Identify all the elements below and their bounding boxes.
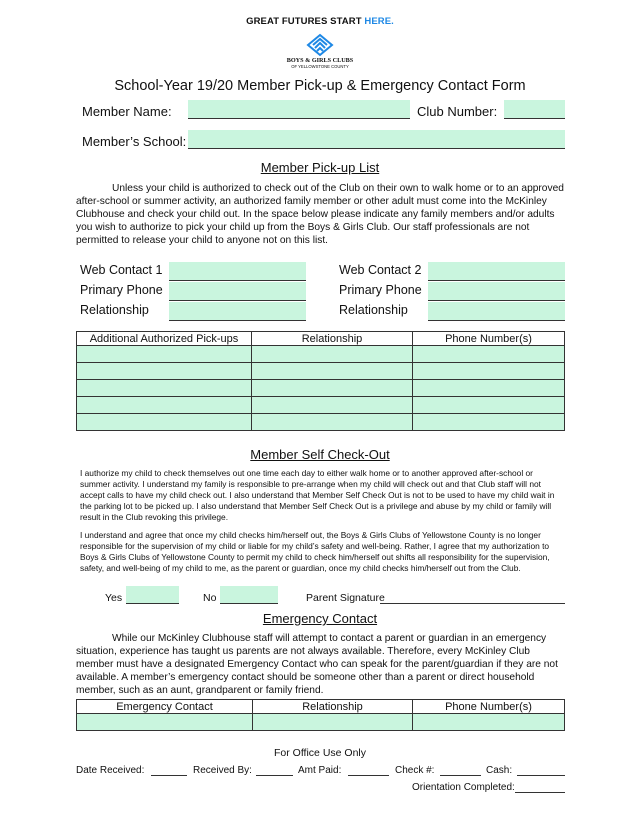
no-field[interactable] — [220, 586, 278, 604]
member-name-label: Member Name: — [82, 104, 172, 119]
table-row — [77, 363, 565, 380]
table-header: Additional Authorized Pick-ups — [77, 332, 252, 346]
office-use-heading: For Office Use Only — [274, 747, 366, 759]
table-cell[interactable] — [77, 714, 253, 731]
table-row — [77, 346, 565, 363]
relationship-1-field[interactable] — [169, 302, 306, 321]
brand-tagline: GREAT FUTURES START HERE. — [246, 16, 394, 27]
table-cell[interactable] — [252, 380, 413, 397]
cash-field[interactable] — [517, 763, 565, 776]
table-cell[interactable] — [77, 363, 252, 380]
emergency-heading: Emergency Contact — [262, 611, 378, 626]
primary-phone-1-label: Primary Phone — [80, 283, 163, 297]
table-row — [77, 714, 565, 731]
selfcheck-paragraph-2: I understand and agree that once my child checks him/herself out, the Boys & Girls Clubs of Yellowstone County is no longer responsible for the supervision of my child or liable for my child’s safety and well-being. Rather, I agree that my authorization to Boys & Girls Clubs of Yellowstone County to permit my child to check him/herself out shifts all responsibility for the supervision, safety, and well-being of my child to me, as the parent or guardian, once my child checks him/herself out from the Club. — [80, 530, 550, 573]
table-header-row — [77, 332, 565, 346]
table-cell[interactable] — [77, 346, 252, 363]
table-cell[interactable] — [252, 414, 413, 431]
selfcheck-paragraph-1: I authorize my child to check themselves out one time each day to either walk home or to another approved after-school or summer activity. I understand my family is responsible to pre-arrange when my child will check out and that Club staff will not accept calls to have my child check out. I also understand that Member Self Check Out is not to be used to have my child wait in the parking lot to be picked up. I also understand that Member Self Check Out is a privilege and abuse by my child or family will result in the Club revoking this privilege. — [80, 468, 555, 522]
date-received-label: Date Received: — [76, 765, 145, 776]
amt-paid-label: Amt Paid: — [298, 765, 342, 776]
club-number-label: Club Number: — [417, 104, 498, 119]
received-by-label: Received By: — [193, 765, 252, 776]
table-cell[interactable] — [77, 380, 252, 397]
table-header: Emergency Contact — [77, 700, 253, 714]
table-header: Relationship — [253, 700, 413, 714]
table-cell[interactable] — [77, 397, 252, 414]
table-row — [77, 414, 565, 431]
table-cell[interactable] — [413, 363, 565, 380]
table-header: Relationship — [252, 332, 413, 346]
member-school-field[interactable] — [188, 130, 565, 149]
check-number-field[interactable] — [440, 763, 481, 776]
no-label: No — [203, 592, 217, 604]
member-school-label: Member’s School: — [82, 134, 187, 149]
table-cell[interactable] — [252, 363, 413, 380]
brand-org-name: BOYS & GIRLS CLUBS — [286, 57, 354, 64]
selfcheck-heading: Member Self Check-Out — [250, 447, 390, 462]
table-cell[interactable] — [253, 714, 413, 731]
relationship-1-label: Relationship — [80, 303, 149, 317]
table-row — [77, 397, 565, 414]
received-by-field[interactable] — [256, 763, 293, 776]
table-header-row — [77, 700, 565, 714]
table-cell[interactable] — [413, 397, 565, 414]
table-cell[interactable] — [77, 414, 252, 431]
primary-phone-1-field[interactable] — [169, 282, 306, 301]
table-cell[interactable] — [413, 346, 565, 363]
yes-label: Yes — [105, 592, 123, 604]
relationship-2-label: Relationship — [339, 303, 408, 317]
web-contact-1-label: Web Contact 1 — [80, 263, 163, 277]
member-name-field[interactable] — [188, 100, 410, 119]
relationship-2-field[interactable] — [428, 302, 565, 321]
club-number-field[interactable] — [504, 100, 565, 119]
web-contact-2-label: Web Contact 2 — [339, 263, 422, 277]
table-header: Phone Number(s) — [413, 700, 565, 714]
brand-header — [0, 16, 640, 27]
table-header: Phone Number(s) — [413, 332, 565, 346]
primary-phone-2-label: Primary Phone — [339, 283, 422, 297]
boys-girls-club-logo-icon — [300, 33, 340, 57]
parent-signature-field[interactable] — [380, 591, 565, 604]
table-cell[interactable] — [413, 414, 565, 431]
table-row — [77, 380, 565, 397]
additional-pickups-table — [76, 331, 565, 431]
parent-signature-label: Parent Signature — [306, 592, 385, 604]
table-cell[interactable] — [413, 714, 565, 731]
yes-field[interactable] — [126, 586, 179, 604]
orientation-completed-label: Orientation Completed: — [412, 782, 515, 793]
table-cell[interactable] — [252, 397, 413, 414]
web-contact-1-field[interactable] — [169, 262, 306, 281]
brand-org-sub: OF YELLOWSTONE COUNTY — [291, 64, 349, 69]
amt-paid-field[interactable] — [348, 763, 389, 776]
orientation-completed-field[interactable] — [515, 780, 565, 793]
emergency-paragraph: While our McKinley Clubhouse staff will attempt to contact a parent or guardian in an emergency situation, experience has taught us parents are not always available. Therefore, every McKinley Club member must have a designated Emergency Contact who can speak for the parent/guardian if they are not available. A member’s emergency contact should be someone other than a parent or direct household member, such as an aunt, grandparent or family friend. — [76, 633, 558, 696]
check-number-label: Check #: — [395, 765, 435, 776]
primary-phone-2-field[interactable] — [428, 282, 565, 301]
form-title: School-Year 19/20 Member Pick-up & Emergency Contact Form — [114, 78, 526, 94]
emergency-contact-table — [76, 699, 565, 731]
table-cell[interactable] — [413, 380, 565, 397]
web-contact-2-field[interactable] — [428, 262, 565, 281]
table-cell[interactable] — [252, 346, 413, 363]
date-received-field[interactable] — [151, 763, 187, 776]
pickup-heading: Member Pick-up List — [260, 160, 380, 175]
pickup-paragraph: Unless your child is authorized to check out of the Club on their own to walk home or to an approved after-school or summer activity, an authorized family member or other adult must come into the McKinley Clubhouse and check your child out. In the space below please indicate any family members and/or adults you wish to authorize to pick your child up from the Boys & Girls Club. Our staff professionals are not permitted to release your child to anyone not on this list. — [76, 183, 564, 246]
brand-tagline-accent: HERE. — [364, 16, 394, 27]
cash-label: Cash: — [486, 765, 513, 776]
